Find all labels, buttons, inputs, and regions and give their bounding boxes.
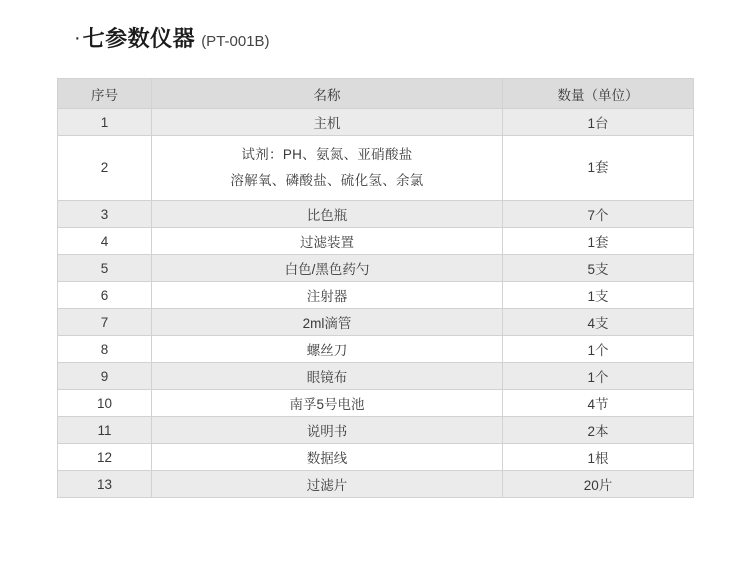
cell-name: 比色瓶	[152, 201, 503, 228]
cell-qty: 1个	[503, 363, 694, 390]
bullet-icon: ·	[74, 27, 81, 49]
cell-name: 注射器	[152, 282, 503, 309]
cell-no: 12	[58, 444, 152, 471]
cell-qty: 1个	[503, 336, 694, 363]
cell-name: 过滤装置	[152, 228, 503, 255]
cell-name: 说明书	[152, 417, 503, 444]
cell-no: 8	[58, 336, 152, 363]
table-row	[58, 444, 694, 471]
column-header-qty: 数量（单位）	[503, 79, 694, 109]
cell-name: 眼镜布	[152, 363, 503, 390]
cell-qty: 1支	[503, 282, 694, 309]
cell-name: 南孚5号电池	[152, 390, 503, 417]
table-header-row	[58, 79, 694, 109]
table-row	[58, 136, 694, 201]
table-row	[58, 417, 694, 444]
cell-qty: 1台	[503, 109, 694, 136]
cell-name: 螺丝刀	[152, 336, 503, 363]
cell-no: 4	[58, 228, 152, 255]
cell-name: 主机	[152, 109, 503, 136]
table-row	[58, 309, 694, 336]
cell-no: 10	[58, 390, 152, 417]
cell-name: 数据线	[152, 444, 503, 471]
cell-no: 9	[58, 363, 152, 390]
table-row	[58, 109, 694, 136]
column-header-no: 序号	[58, 79, 152, 109]
cell-no: 5	[58, 255, 152, 282]
table-row	[58, 363, 694, 390]
table-row	[58, 282, 694, 309]
cell-name: 2ml滴管	[152, 309, 503, 336]
cell-qty: 1根	[503, 444, 694, 471]
cell-no: 11	[58, 417, 152, 444]
cell-qty: 5支	[503, 255, 694, 282]
cell-qty: 7个	[503, 201, 694, 228]
cell-no: 2	[58, 136, 152, 201]
cell-no: 3	[58, 201, 152, 228]
table-row	[58, 336, 694, 363]
cell-no: 7	[58, 309, 152, 336]
cell-no: 6	[58, 282, 152, 309]
cell-qty: 1套	[503, 136, 694, 201]
cell-name: 白色/黑色药勺	[152, 255, 503, 282]
cell-qty: 20片	[503, 471, 694, 498]
cell-qty: 4支	[503, 309, 694, 336]
column-header-name: 名称	[152, 79, 503, 109]
title-text: 七参数仪器	[82, 26, 196, 51]
model-text: (PT-001B)	[201, 33, 270, 50]
cell-no: 13	[58, 471, 152, 498]
cell-name-line-2: 溶解氧、磷酸盐、硫化氢、余氯	[230, 173, 424, 188]
table-row	[58, 228, 694, 255]
table-row	[58, 471, 694, 498]
packing-list-table	[57, 78, 694, 498]
cell-name-line-1: 试剂：PH、氨氮、亚硝酸盐	[241, 147, 413, 162]
cell-qty: 1套	[503, 228, 694, 255]
table-row	[58, 201, 694, 228]
table-row	[58, 255, 694, 282]
cell-qty: 2本	[503, 417, 694, 444]
cell-name	[152, 136, 503, 201]
table-row	[58, 390, 694, 417]
cell-no: 1	[58, 109, 152, 136]
cell-name: 过滤片	[152, 471, 503, 498]
page-title	[74, 22, 270, 53]
cell-qty: 4节	[503, 390, 694, 417]
